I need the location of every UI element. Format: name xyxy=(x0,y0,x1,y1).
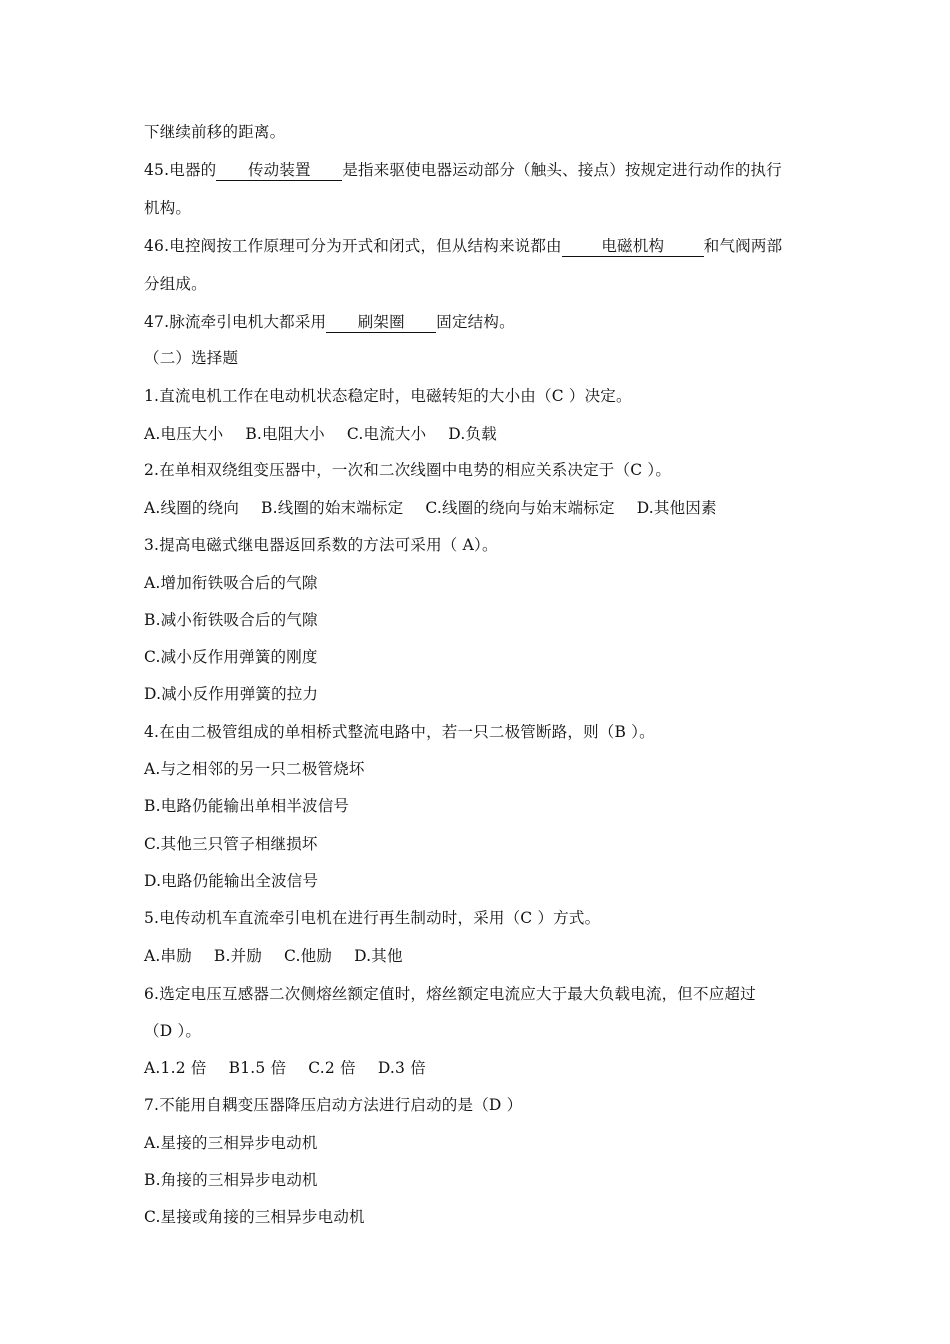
question-4-stem: 4.在由二极管组成的单相桥式整流电路中，若一只二极管断路，则（B ）。 xyxy=(144,723,655,741)
question-6-stem: 6.选定电压互感器二次侧熔丝额定值时，熔丝额定电流应大于最大负载电流，但不应超过 xyxy=(144,985,756,1003)
question-1-options xyxy=(144,422,814,446)
option-c: C.电流大小 xyxy=(346,425,427,443)
q45-post: 是指来驱使电器运动部分（触头、接点）按规定进行动作的执行 xyxy=(342,161,782,179)
q46-post: 和气阀两部 xyxy=(703,237,783,255)
option-a: A.线圈的绕向 xyxy=(144,499,240,517)
question-7-option-c: C.星接或角接的三相异步电动机 xyxy=(144,1208,365,1226)
question-4-option-b: B.电路仍能输出单相半波信号 xyxy=(144,797,350,815)
question-3-option-d: D.减小反作用弹簧的拉力 xyxy=(144,685,319,703)
question-5-stem: 5.电传动机车直流牵引电机在进行再生制动时，采用（C ）方式。 xyxy=(144,909,601,927)
option-d: D.负载 xyxy=(448,425,497,443)
q44-tail: 下继续前移的距离。 xyxy=(144,123,286,141)
question-47 xyxy=(144,310,814,334)
option-a: A.1.2 倍 xyxy=(144,1059,207,1077)
question-3-option-b: B.减小衔铁吸合后的气隙 xyxy=(144,611,318,629)
question-7-stem: 7.不能用自耦变压器降压启动方法进行启动的是（D ） xyxy=(144,1096,523,1114)
question-6-options xyxy=(144,1056,814,1080)
option-b: B1.5 倍 xyxy=(228,1059,287,1077)
question-3-stem: 3.提高电磁式继电器返回系数的方法可采用（ A）。 xyxy=(144,536,498,554)
q47-blank: 刷架圈 xyxy=(326,312,436,333)
option-a: A.串励 xyxy=(144,947,192,965)
q45-continuation: 机构。 xyxy=(144,199,192,217)
question-2-options xyxy=(144,496,814,520)
option-b: B.并励 xyxy=(213,947,263,965)
option-d: D.3 倍 xyxy=(377,1059,426,1077)
question-4-option-a: A.与之相邻的另一只二极管烧坏 xyxy=(144,760,365,778)
option-c: C.2 倍 xyxy=(308,1059,356,1077)
question-7-option-b: B.角接的三相异步电动机 xyxy=(144,1171,318,1189)
q47-pre: 47.脉流牵引电机大都采用 xyxy=(144,313,327,331)
option-c: C.线圈的绕向与始末端标定 xyxy=(425,499,615,517)
option-b: B.线圈的始末端标定 xyxy=(261,499,404,517)
question-45 xyxy=(144,158,814,182)
option-c: C.他励 xyxy=(284,947,333,965)
q45-blank: 传动装置 xyxy=(216,160,342,181)
option-b: B.电阻大小 xyxy=(245,425,325,443)
question-4-option-d: D.电路仍能输出全波信号 xyxy=(144,872,319,890)
question-7-option-a: A.星接的三相异步电动机 xyxy=(144,1134,318,1152)
question-5-options xyxy=(144,944,814,968)
option-d: D.其他 xyxy=(354,947,403,965)
q46-continuation: 分组成。 xyxy=(144,275,207,293)
question-46 xyxy=(144,234,814,258)
option-d: D.其他因素 xyxy=(636,499,717,517)
option-a: A.电压大小 xyxy=(144,425,224,443)
section-title: （二）选择题 xyxy=(144,349,239,367)
question-3-option-c: C.减小反作用弹簧的刚度 xyxy=(144,648,318,666)
question-4-option-c: C.其他三只管子相继损坏 xyxy=(144,835,318,853)
q45-pre: 45.电器的 xyxy=(144,161,217,179)
question-1-stem: 1.直流电机工作在电动机状态稳定时，电磁转矩的大小由（C ）决定。 xyxy=(144,387,632,405)
q46-pre: 46.电控阀按工作原理可分为开式和闭式，但从结构来说都由 xyxy=(144,237,562,255)
question-6-stem-continuation: （D ）。 xyxy=(144,1022,202,1040)
q46-blank: 电磁机构 xyxy=(562,236,704,257)
q47-post: 固定结构。 xyxy=(436,313,515,331)
question-3-option-a: A.增加衔铁吸合后的气隙 xyxy=(144,574,318,592)
question-2-stem: 2.在单相双绕组变压器中，一次和二次线圈中电势的相应关系决定于（C ）。 xyxy=(144,461,672,479)
